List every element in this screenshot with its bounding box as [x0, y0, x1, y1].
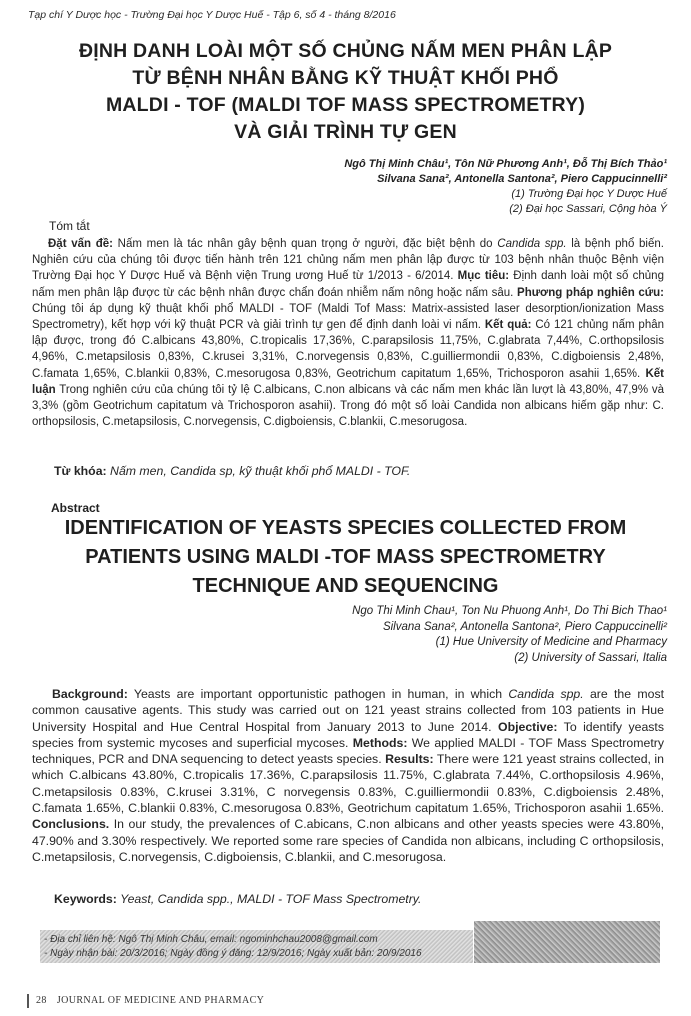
- methods-label: Phương pháp nghiên cứu:: [517, 286, 664, 299]
- scan-noise-block: [474, 921, 660, 963]
- methods-label: Methods:: [352, 735, 408, 750]
- background-label: Đặt vấn đề:: [48, 238, 113, 250]
- abstract-text: Yeasts are important opportunistic pathogen in human, in which: [127, 687, 509, 701]
- abstract-text: Nấm men là tác nhân gây bệnh quan trọng ở người, đặc biệt bệnh do: [112, 238, 498, 250]
- affiliation: (2) University of Sassari, Italia: [514, 651, 667, 664]
- abstract-text: là bệnh phổ biến. Nghiên cứu của chúng tôi được tiến hành trên 121 chủng nấm men phân lập được từ 103 bệnh nhân thuộc Bệnh viện Trường Đại học Y Dược Huế và Bệnh viện Trung ương Huế từ 1/2013 - 6/2014.: [32, 238, 664, 283]
- running-head: Tạp chí Y Dược học - Trường Đại học Y Dược Huế - Tập 6, số 4 - tháng 8/2016: [28, 9, 396, 21]
- results-label: Kết quả:: [484, 319, 532, 332]
- vietnamese-keywords: [54, 464, 410, 478]
- abstract-text: Trong nghiên cứu của chúng tôi tỷ lệ C.albicans, C.non albicans và các nấm men khác lần lượt là 43,80%, 47,9% và 3,3% (gồm Geotrichum capitatum và Trichosporon asahii). Trong đó một số loài Candida non albicans hiếm gặp như: C. orthopsilosis, C.metapsilosis, C.norvegensis, C.digboiensis, C.blankii, C.mesorugosa.: [32, 383, 664, 429]
- conclusion-label: Kết luận: [32, 367, 664, 396]
- english-keywords: [54, 892, 421, 906]
- results-label: Results:: [385, 752, 434, 767]
- author-line: Silvana Sana², Antonella Santona², Piero Cappuccinelli²: [382, 620, 667, 633]
- vietnamese-title-line: TỪ BỆNH NHÂN BẰNG KỸ THUẬT KHỐI PHỔ: [132, 67, 559, 89]
- english-title-line: IDENTIFICATION OF YEASTS SPECIES COLLECTED FROM: [64, 517, 627, 539]
- journal-name: JOURNAL OF MEDICINE AND PHARMACY: [56, 995, 265, 1006]
- affiliation: (1) Hue University of Medicine and Pharmacy: [435, 636, 667, 649]
- abstract-text: Chúng tôi áp dụng kỹ thuật khối phổ MALDI - TOF (Maldi Tof Mass: Matrix-assisted laser desorption/ionization Mass Spectrometry), kết hợp với kỹ thuật PCR và giải trình tự gen để định danh loài vi nấm.: [32, 302, 664, 332]
- abstract-text: We applied MALDI - TOF Mass Spectrometry techniques, PCR and DNA sequencing to detect yeasts species.: [32, 735, 664, 767]
- keywords-label: Keywords:: [54, 892, 117, 906]
- abstract-text: In our study, the prevalences of C.abicans, C.non albicans and other yeasts species were 43.80%, 47.90% and 3.30% respectively. We reported some rare species of Candida non albicans, including C orthopsilosis, C.metapsilosis, C.norvegensis, C.digboiensis, C.blankii, and C.mesorugosa.: [32, 817, 664, 864]
- abstract-text: To identify yeasts species from systemic mycoses and superficial mycoses.: [32, 719, 664, 750]
- contact-footnote: [40, 930, 473, 963]
- author-line: Ngô Thị Minh Châu¹, Tôn Nữ Phương Anh¹, Đỗ Thị Bích Thảo¹: [344, 158, 667, 170]
- objective-label: Mục tiêu:: [457, 270, 510, 283]
- abstract-italic: Candida spp.: [497, 238, 567, 250]
- affiliation: (1) Trường Đại học Y Dược Huế: [511, 188, 667, 200]
- vietnamese-title-line: VÀ GIẢI TRÌNH TỰ GEN: [234, 121, 457, 143]
- english-authors: [352, 604, 667, 666]
- abstract-text: Định danh loài một số chủng nấm men phân lập được từ các bệnh nhân được chẩn đoán nhiễm nấm nông hoặc nấm sâu.: [32, 270, 664, 299]
- author-line: Ngo Thi Minh Chau¹, Ton Nu Phuong Anh¹, Do Thi Bich Thao¹: [352, 605, 667, 617]
- footer-rule: [27, 994, 29, 1008]
- abstract-heading-en: Abstract: [51, 501, 100, 515]
- vietnamese-authors: [344, 157, 667, 217]
- affiliation: (2) Đại học Sassari, Cộng hòa Ý: [509, 203, 667, 215]
- vietnamese-title-line: MALDI - TOF (MALDI TOF MASS SPECTROMETRY): [105, 94, 586, 116]
- abstract-text: Có 121 chủng nấm phân lập được, trong đó C.albicans 43,80%, C.tropicalis 17,36%, C.parapsilosis 11,75%, C.glabrata 7,44%, C.orthopsilosis 4,96%, C.metapsilosis 0,83%, C.krusei 3,31%, C.norvegensis 0,83%, C.guilliermondii 0,83%, C.digboiensis 2,48%, C.famata 1,65%, C.blankii 0,83%, C.mesorugosa 0,83%, Geotrichum capitatum 1,65%, Trichosporon asahii 1,65%.: [32, 319, 665, 380]
- objective-label: Objective:: [498, 719, 558, 734]
- page-number: 28: [36, 995, 47, 1006]
- abstract-label-vn: Tóm tắt: [49, 219, 90, 233]
- english-title-line: TECHNIQUE AND SEQUENCING: [192, 575, 499, 597]
- keywords-label: Từ khóa:: [54, 464, 107, 478]
- page-footer: [36, 995, 264, 1006]
- dates-line: - Ngày nhận bài: 20/3/2016; Ngày đồng ý đăng: 12/9/2016; Ngày xuất bản: 20/9/2016: [44, 947, 422, 959]
- vietnamese-title-line: ĐỊNH DANH LOÀI MỘT SỐ CHỦNG NẤM MEN PHÂN LẬP: [78, 40, 613, 62]
- conclusion-label: Conclusions.: [32, 817, 110, 832]
- abstract-text: are the most common causative agents. This study was carried out on 121 yeast strains collected from 103 patients in Hue University Hospital and Hue Central Hospital from January 2013 to June 2014.: [32, 687, 665, 734]
- english-title-line: PATIENTS USING MALDI -TOF MASS SPECTROMETRY: [85, 546, 606, 568]
- contact-line: - Địa chỉ liên hệ: Ngô Thị Minh Châu, email: ngominhchau2008@gmail.com: [44, 934, 378, 945]
- keywords-text: Yeast, Candida spp., MALDI - TOF Mass Spectrometry.: [116, 892, 422, 906]
- english-abstract: [32, 686, 664, 865]
- keywords-text: Nấm men, Candida sp, kỹ thuật khối phổ MALDI - TOF.: [106, 464, 411, 478]
- background-label: Background:: [52, 687, 128, 701]
- vietnamese-abstract: [32, 236, 664, 430]
- abstract-italic: Candida spp.: [508, 687, 584, 701]
- abstract-text: There were 121 yeast strains collected, in which C.albicans 43.80%, C.tropicalis 17.36%, C.parapsilosis 11.75%, C.glabrata 7.44%, C.orthopsilosis 4.96%, C.metapsilosis 0.83%, C.krusei 3.31%, C norvegensis 0.83%, C.guilliermondii 0.83%, C.digboiensis 2.48%, C.famata 1.65%, C.blankii 0.83%, C.mesorugosa 0.83%, Geotrichum capitatum 1.65%, Trichosporon asahii 1.65%.: [32, 752, 664, 816]
- author-line: Silvana Sana², Antonella Santona², Piero Cappucinnelli²: [377, 173, 667, 185]
- vietnamese-title: [40, 38, 651, 146]
- english-title: [60, 514, 631, 601]
